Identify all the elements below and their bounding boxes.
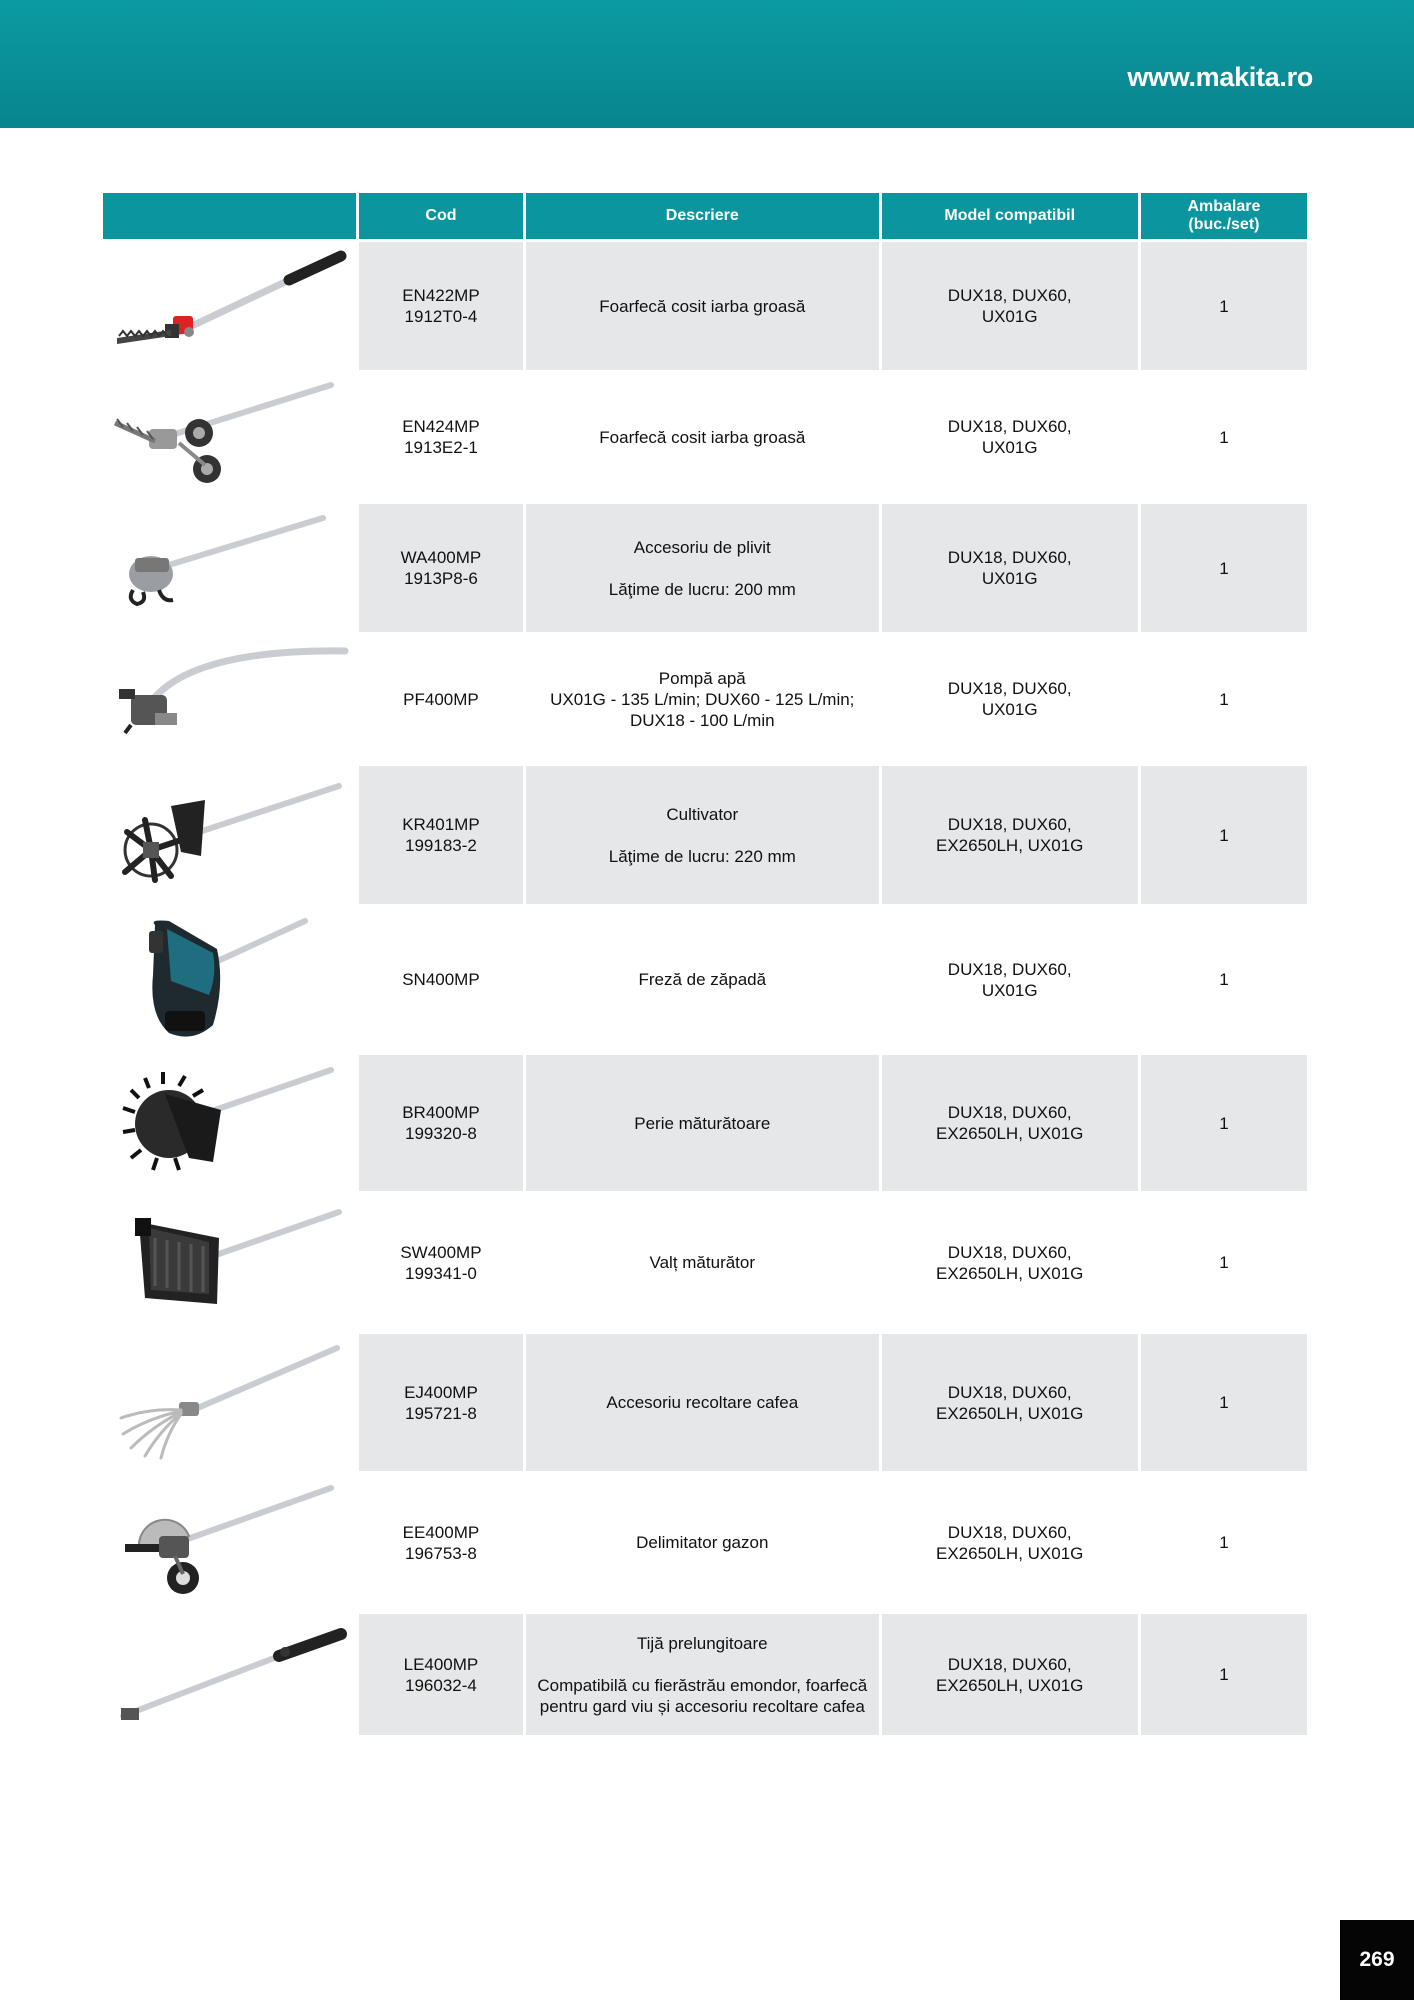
cod-cell: SN400MP [359, 907, 523, 1052]
ambalare-cell: 1 [1141, 1614, 1307, 1735]
hedge-trimmer-attachment-icon [109, 246, 349, 366]
model-cell: DUX18, DUX60, EX2650LH, UX01G [882, 1614, 1138, 1735]
descriere-cell: Pompă apă UX01G - 135 L/min; DUX60 - 125 L/min; DUX18 - 100 L/min [526, 635, 879, 763]
product-image-cell [103, 1614, 356, 1735]
descriere-cell: Perie măturătoare [526, 1055, 879, 1191]
descriere-cell: Freză de zăpadă [526, 907, 879, 1052]
site-url[interactable]: www.makita.ro [1127, 62, 1313, 92]
model-cell: DUX18, DUX60, UX01G [882, 373, 1138, 501]
cod-cell: LE400MP 196032-4 [359, 1614, 523, 1735]
weeder-attachment-icon [109, 508, 349, 628]
descriere-cell: Foarfecă cosit iarba groasă [526, 373, 879, 501]
cod-cell: EN422MP 1912T0-4 [359, 242, 523, 370]
product-image-cell [103, 504, 356, 632]
model-cell: DUX18, DUX60, EX2650LH, UX01G [882, 1334, 1138, 1471]
ambalare-cell: 1 [1141, 635, 1307, 763]
cod-cell: PF400MP [359, 635, 523, 763]
cod-cell: BR400MP 199320-8 [359, 1055, 523, 1191]
model-cell: DUX18, DUX60, UX01G [882, 242, 1138, 370]
snow-thrower-attachment-icon [109, 915, 349, 1045]
ambalare-cell: 1 [1141, 1474, 1307, 1611]
model-cell: DUX18, DUX60, UX01G [882, 504, 1138, 632]
cod-cell: WA400MP 1913P8-6 [359, 504, 523, 632]
cultivator-attachment-icon [109, 770, 349, 900]
cod-cell: SW400MP 199341-0 [359, 1194, 523, 1331]
ambalare-cell: 1 [1141, 504, 1307, 632]
ambalare-cell: 1 [1141, 373, 1307, 501]
model-cell: DUX18, DUX60, EX2650LH, UX01G [882, 1474, 1138, 1611]
accessories-table [100, 190, 1310, 1738]
product-image-cell [103, 1194, 356, 1331]
cod-cell: EN424MP 1913E2-1 [359, 373, 523, 501]
wheeled-hedge-trimmer-attachment-icon [109, 377, 349, 497]
descriere-cell: Delimitator gazon [526, 1474, 879, 1611]
model-cell: DUX18, DUX60, EX2650LH, UX01G [882, 1194, 1138, 1331]
table-header-row [103, 193, 1307, 239]
table-row [103, 766, 1307, 904]
table-row [103, 1614, 1307, 1735]
table-row [103, 1334, 1307, 1471]
table-row [103, 1474, 1307, 1611]
cod-cell: EE400MP 196753-8 [359, 1474, 523, 1611]
roller-sweeper-attachment-icon [109, 1198, 349, 1328]
product-image-cell [103, 766, 356, 904]
page-number: 269 [1340, 1920, 1414, 2000]
ambalare-cell: 1 [1141, 766, 1307, 904]
lawn-edger-attachment-icon [109, 1478, 349, 1608]
product-image-cell [103, 907, 356, 1052]
product-image-cell [103, 635, 356, 763]
descriere-column-header: Descriere [526, 193, 879, 239]
table-row [103, 504, 1307, 632]
image-column-header [103, 193, 356, 239]
ambalare-cell: 1 [1141, 242, 1307, 370]
table-row [103, 907, 1307, 1052]
ambalare-cell: 1 [1141, 907, 1307, 1052]
descriere-cell: Tijă prelungitoare Compatibilă cu fierăstrău emondor, foarfecă pentru gard viu și accesoriu recoltare cafea [526, 1614, 879, 1735]
descriere-cell: Accesoriu de plivit Lăţime de lucru: 200 mm [526, 504, 879, 632]
ambalare-column-header: Ambalare (buc./set) [1141, 193, 1307, 239]
descriere-cell: Cultivator Lăţime de lucru: 220 mm [526, 766, 879, 904]
product-image-cell [103, 373, 356, 501]
model-column-header: Model compatibil [882, 193, 1138, 239]
product-image-cell [103, 242, 356, 370]
descriere-cell: Valț măturător [526, 1194, 879, 1331]
coffee-harvester-attachment-icon [109, 1338, 349, 1468]
model-cell: DUX18, DUX60, UX01G [882, 907, 1138, 1052]
table-row [103, 242, 1307, 370]
table-row [103, 1194, 1307, 1331]
cod-cell: KR401MP 199183-2 [359, 766, 523, 904]
header-band [0, 0, 1414, 128]
ambalare-cell: 1 [1141, 1055, 1307, 1191]
ambalare-cell: 1 [1141, 1334, 1307, 1471]
cod-column-header: Cod [359, 193, 523, 239]
water-pump-attachment-icon [109, 639, 349, 759]
descriere-cell: Foarfecă cosit iarba groasă [526, 242, 879, 370]
table-row [103, 373, 1307, 501]
model-cell: DUX18, DUX60, EX2650LH, UX01G [882, 766, 1138, 904]
cod-cell: EJ400MP 195721-8 [359, 1334, 523, 1471]
extension-pole-icon [109, 1620, 349, 1730]
table-row [103, 635, 1307, 763]
ambalare-cell: 1 [1141, 1194, 1307, 1331]
descriere-cell: Accesoriu recoltare cafea [526, 1334, 879, 1471]
brush-sweeper-attachment-icon [109, 1058, 349, 1188]
model-cell: DUX18, DUX60, EX2650LH, UX01G [882, 1055, 1138, 1191]
table-row [103, 1055, 1307, 1191]
product-image-cell [103, 1334, 356, 1471]
model-cell: DUX18, DUX60, UX01G [882, 635, 1138, 763]
product-image-cell [103, 1474, 356, 1611]
product-image-cell [103, 1055, 356, 1191]
